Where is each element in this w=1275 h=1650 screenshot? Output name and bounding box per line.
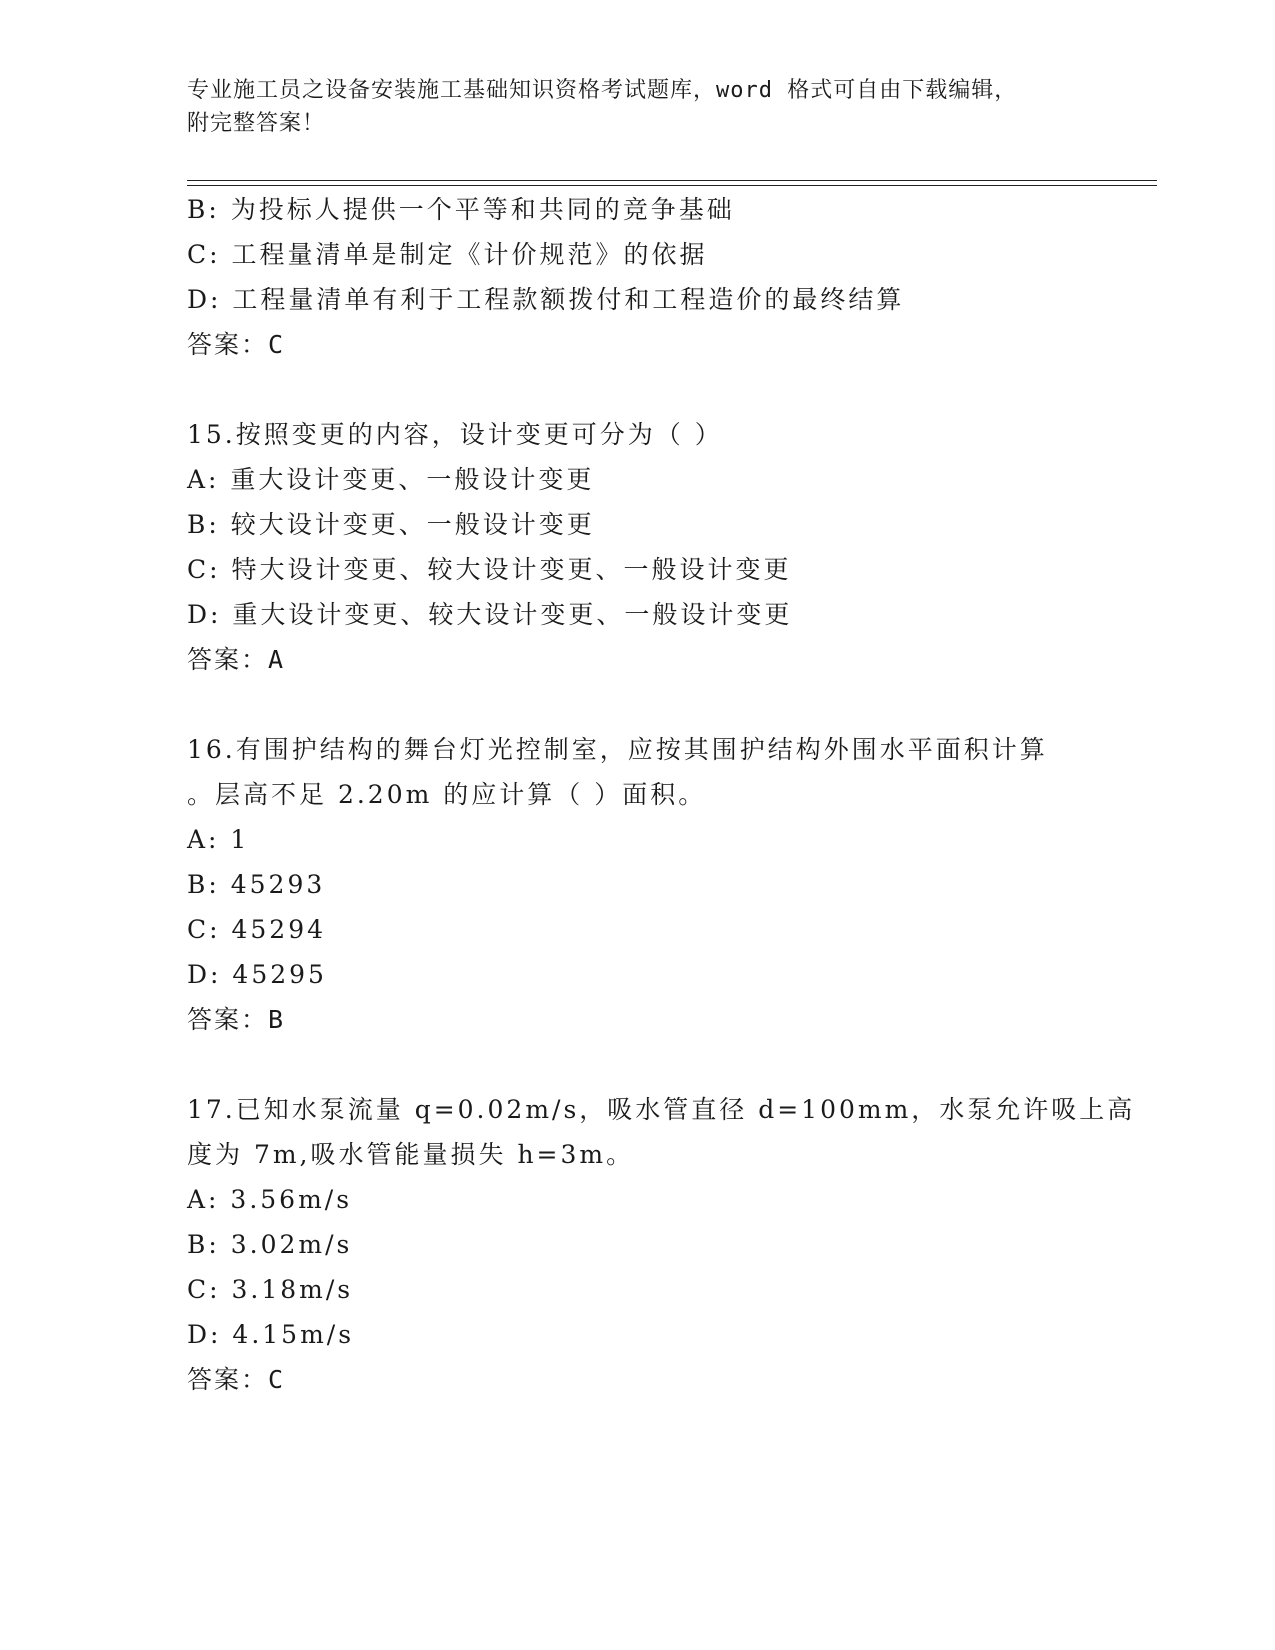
header-divider-top [187,180,1157,181]
q17-option-d: D: 4.15m/s [187,1320,355,1349]
q17-option-a: A: 3.56m/s [187,1185,353,1214]
q16-answer: 答案：B [187,1005,286,1034]
q16-option-a: A: 1 [187,825,250,854]
q14-option-c: C: 工程量清单是制定《计价规范》的依据 [187,240,708,269]
q15-question: 15.按照变更的内容，设计变更可分为（ ） [187,420,723,449]
document-header [187,74,1087,140]
header-divider-bottom [187,185,1157,186]
q17-answer: 答案：C [187,1365,286,1394]
header-line-2: 附完整答案！ [187,111,326,136]
q14-option-b: B: 为投标人提供一个平等和共同的竞争基础 [187,195,735,224]
q17-question-line-1: 17.已知水泵流量 q=0.02m/s，吸水管直径 d=100mm，水泵允许吸上高 [187,1095,1136,1124]
q15-option-c: C: 特大设计变更、较大设计变更、一般设计变更 [187,555,792,584]
q15-answer: 答案：A [187,645,286,674]
q16-option-c: C: 45294 [187,915,327,944]
header-line-1: 专业施工员之设备安装施工基础知识资格考试题库，word 格式可自由下载编辑， [187,78,1018,103]
q16-question-line-1: 16.有围护结构的舞台灯光控制室，应按其围护结构外围水平面积计算 [187,735,1048,764]
q15-option-a: A: 重大设计变更、一般设计变更 [187,465,595,494]
q14-option-d: D: 工程量清单有利于工程款额拨付和工程造价的最终结算 [187,285,905,314]
q16-option-d: D: 45295 [187,960,327,989]
q17-question-line-2: 度为 7m,吸水管能量损失 h=3m。 [187,1140,635,1169]
q16-question-line-2: 。层高不足 2.20m 的应计算（ ）面积。 [187,780,707,809]
q16-option-b: B: 45293 [187,870,326,899]
q17-option-b: B: 3.02m/s [187,1230,353,1259]
q14-answer: 答案：C [187,330,286,359]
q15-option-b: B: 较大设计变更、一般设计变更 [187,510,595,539]
q15-option-d: D: 重大设计变更、较大设计变更、一般设计变更 [187,600,793,629]
q17-option-c: C: 3.18m/s [187,1275,354,1304]
